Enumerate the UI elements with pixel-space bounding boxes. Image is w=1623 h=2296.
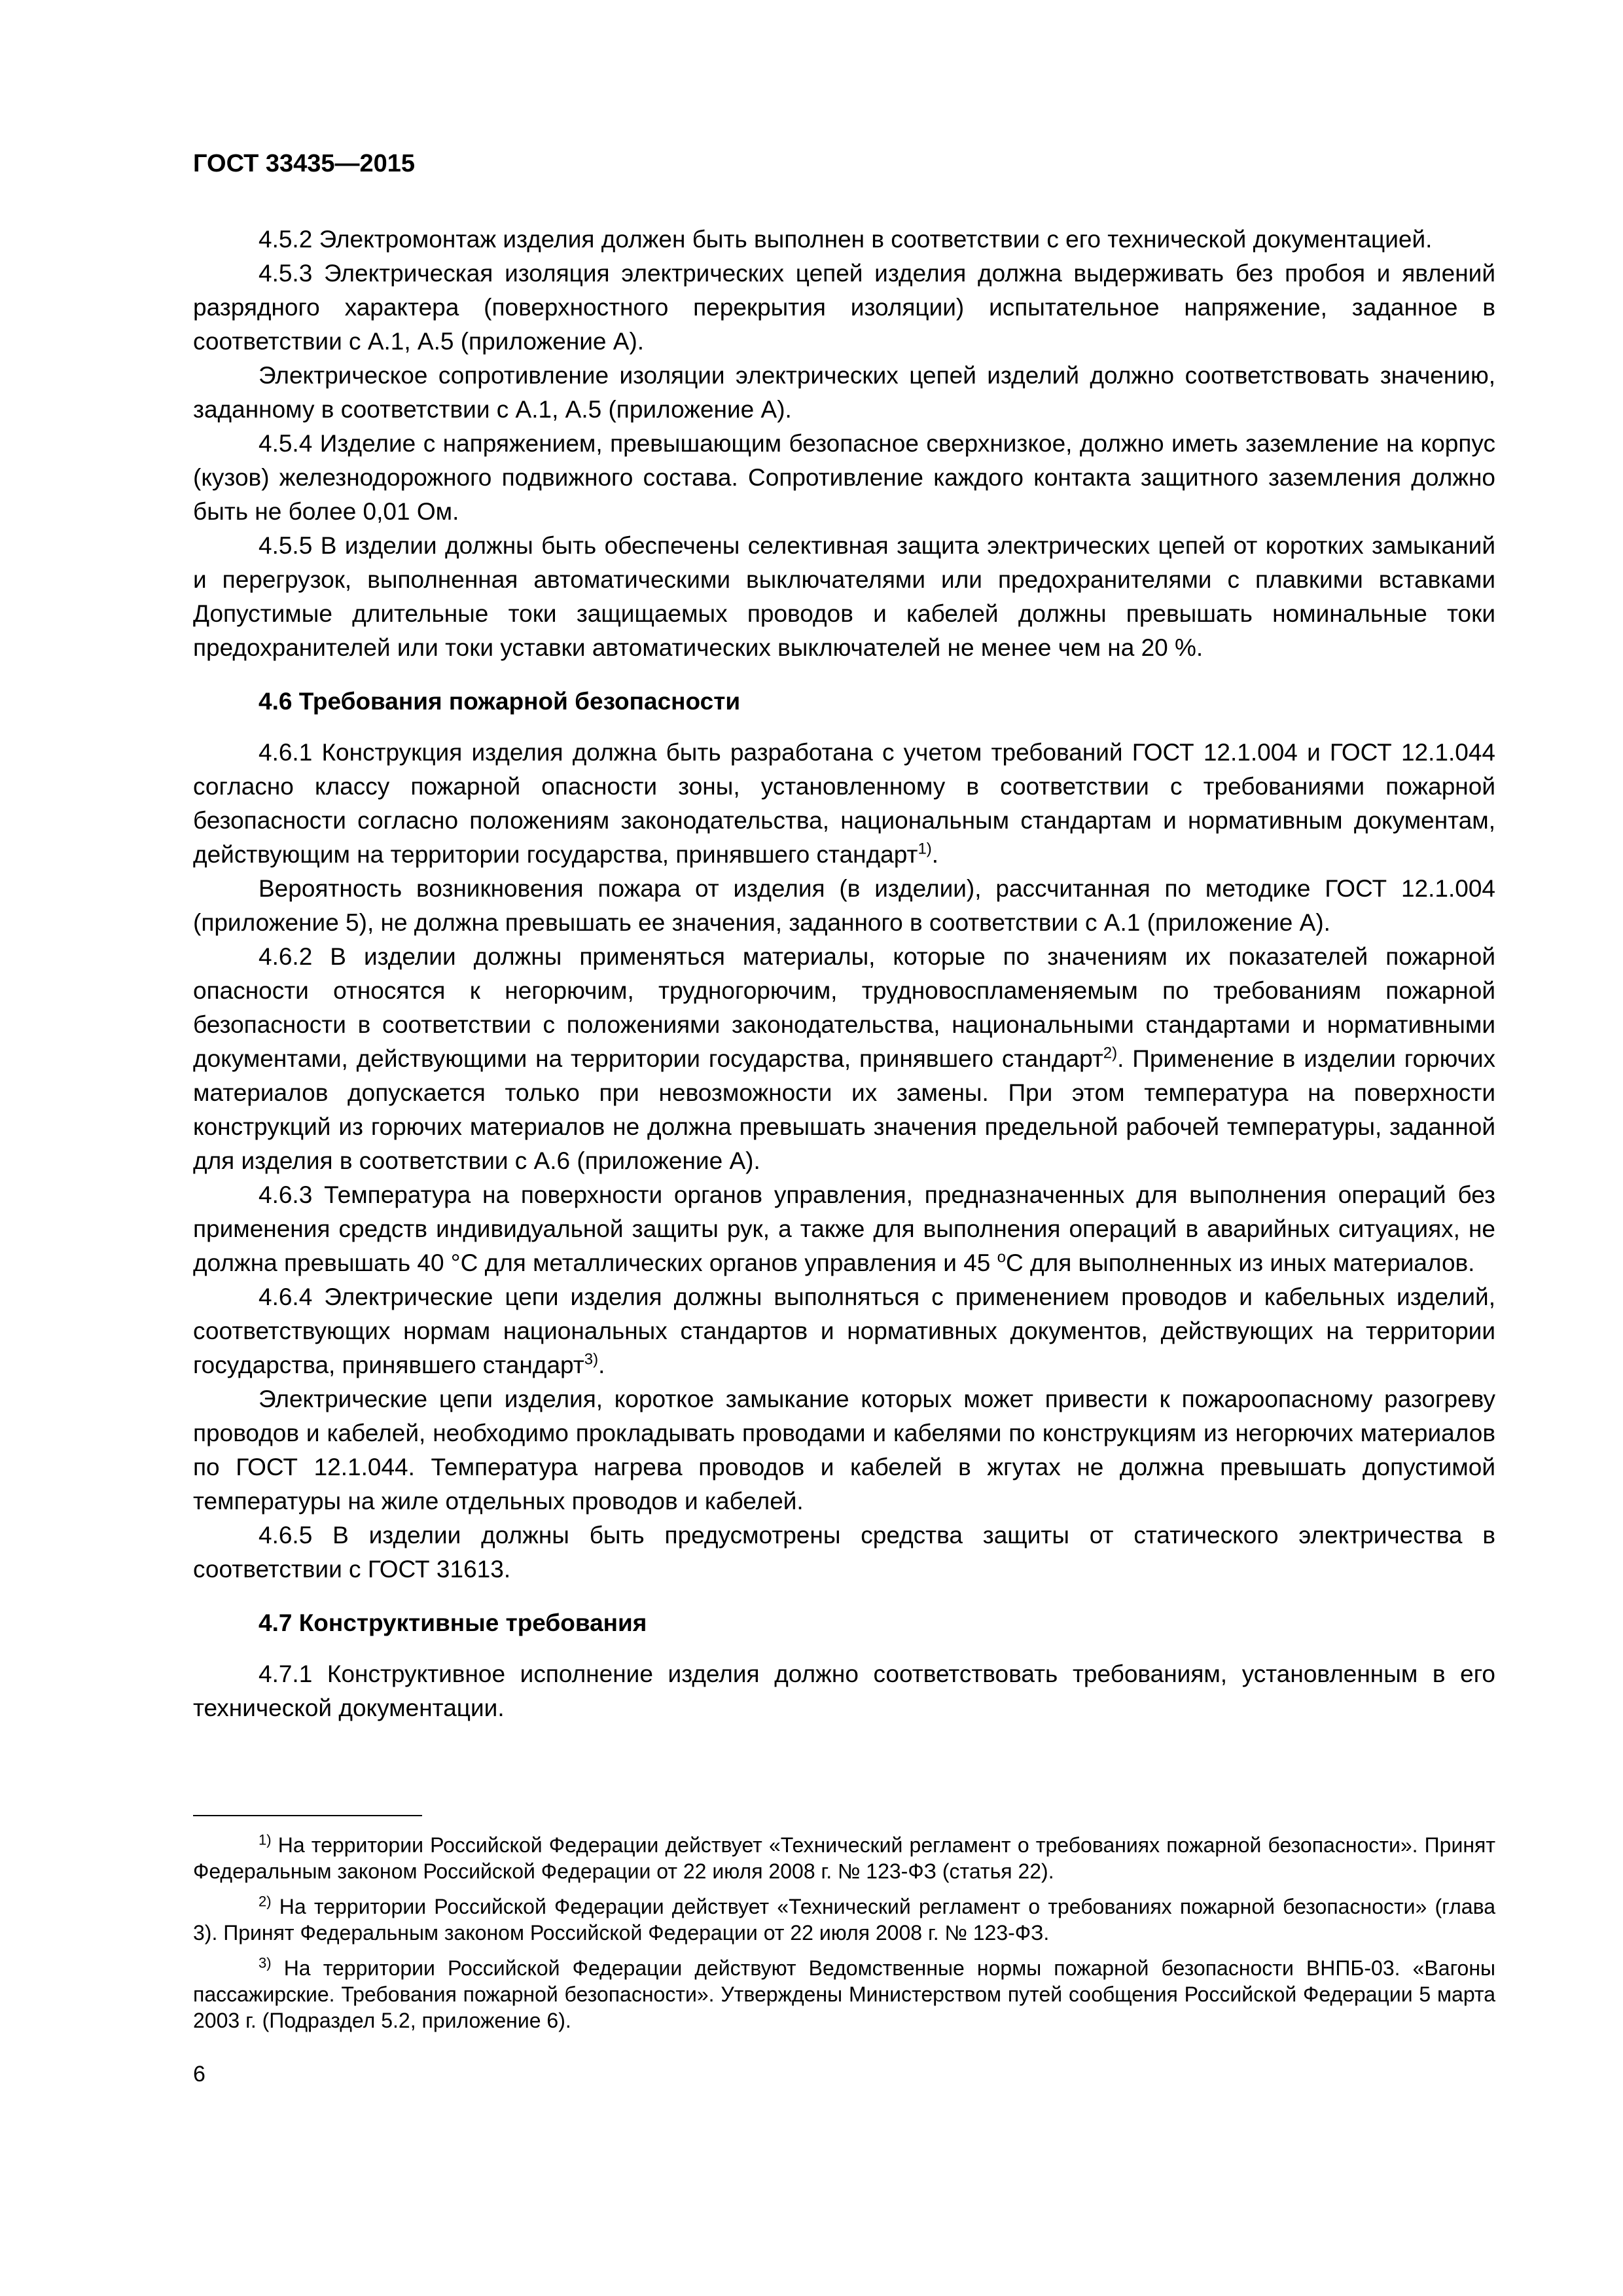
footnote-3 [193, 1955, 1495, 2034]
paragraph-4-6-2 [193, 940, 1495, 1178]
footnote-ref-2[interactable]: 2) [1103, 1044, 1118, 1062]
document-code-header: ГОСТ 33435—2015 [193, 150, 416, 177]
footnote-separator [193, 1815, 422, 1816]
footnotes-section [193, 1815, 1495, 2043]
document-body [193, 223, 1495, 1725]
paragraph-4-6-2-text-end: . Применение в изделии горючих материалов допускается только при невозможности их замены. При этом температура на поверхности конструкций из горючих материалов не должна превышать значения предельной рабочей температуры, заданной для изделия в соответствии с А.6 (приложение А). [193, 1045, 1495, 1174]
paragraph-4-6-4-circuits: Электрические цепи изделия, короткое замыкание которых может привести к пожароопасному разогреву проводов и кабелей, необходимо прокладывать проводами и кабелями по конструкциям из негорючих материалов по ГОСТ 12.1.044. Температура нагрева проводов и кабелей в жгутах не должна превышать допустимой температуры на жиле отдельных проводов и кабелей. [193, 1386, 1495, 1515]
footnote-marker: 3) [259, 1954, 272, 1971]
section-heading-4-6: 4.6 Требования пожарной безопасности [259, 688, 741, 715]
paragraph-4-6-1-probability: Вероятность возникновения пожара от изделия (в изделии), рассчитанная по методике ГОСТ 12.1.004 (приложение 5), не должна превышать ее значения, заданного в соответствии с А.1 (приложение А). [193, 875, 1495, 936]
section-heading-4-7: 4.7 Конструктивные требования [259, 1609, 647, 1636]
paragraph-4-6-3 [193, 1178, 1495, 1280]
paragraph-4-6-3-text-end: С для выполненных из иных материалов. [1006, 1249, 1475, 1276]
footnote-text: На территории Российской Федерации действует «Технический регламент о требованиях пожарной безопасности» (глава 3). Принят Федеральным законом Российской Федерации от 22 июля 2008 г. № 123-ФЗ. [193, 1895, 1496, 1945]
footnote-marker: 2) [259, 1893, 272, 1910]
footnote-marker: 1) [259, 1831, 272, 1848]
paragraph-4-6-1 [193, 736, 1495, 872]
footnote-text: На территории Российской Федерации действует «Технический регламент о требованиях пожарной безопасности». Принят Федеральным законом Российской Федерации от 22 июля 2008 г. № 123-ФЗ (статья 22). [193, 1833, 1496, 1883]
paragraph-4-5-4: 4.5.4 Изделие с напряжением, превышающим безопасное сверхнизкое, должно иметь заземление на корпус (кузов) железнодорожного подвижного состава. Сопротивление каждого контакта защитного заземления должно быть не более 0,01 Ом. [193, 430, 1495, 525]
paragraph-4-7-1: 4.7.1 Конструктивное исполнение изделия должно соответствовать требованиям, установленным в его технической документации. [193, 1660, 1495, 1721]
paragraph-4-6-1-text: 4.6.1 Конструкция изделия должна быть разработана с учетом требований ГОСТ 12.1.004 и ГОСТ 12.1.044 согласно классу пожарной опасности зоны, установленному в соответствии с требованиями пожарной безопасности согласно положениям законодательства, национальным стандартам и нормативным документам, действующим на территории государства, принявшего стандарт [193, 739, 1495, 868]
page-number: 6 [193, 2062, 205, 2087]
footnote-ref-1[interactable]: 1) [918, 840, 932, 858]
paragraph-4-6-1-period: . [931, 841, 939, 868]
paragraph-4-6-2-text-start: 4.6.2 В изделии должны применяться материалы, которые по значениям их показателей пожарной опасности относятся к негорючим, трудногорючим, трудновоспламеняемым по требованиям пожарной безопасности в соответствии с положениями законодательства, национальными стандартами и нормативными документами, действующими на территории государства, принявшего стандарт [193, 943, 1495, 1072]
paragraph-4-6-4-period: . [598, 1352, 605, 1378]
footnote-ref-3[interactable]: 3) [584, 1350, 599, 1369]
footnote-2 [193, 1893, 1495, 1946]
paragraph-4-6-4 [193, 1280, 1495, 1382]
footnote-1 [193, 1832, 1495, 1884]
paragraph-4-5-2: 4.5.2 Электромонтаж изделия должен быть выполнен в соответствии с его технической документацией. [259, 226, 1433, 253]
paragraph-4-5-3: 4.5.3 Электрическая изоляция электрических цепей изделия должна выдерживать без пробоя и явлений разрядного характера (поверхностного перекрытия изоляции) испытательное напряжение, заданное в соответствии с А.1, А.5 (приложение А). [193, 260, 1495, 355]
degree-symbol: о [997, 1248, 1007, 1266]
footnote-text: На территории Российской Федерации действуют Ведомственные нормы пожарной безопасности ВНПБ-03. «Вагоны пассажирские. Требования пожарной безопасности». Утверждены Министерством путей сообщения Российской Федерации 5 марта 2003 г. (Подраздел 5.2, приложение 6). [193, 1956, 1496, 2032]
paragraph-4-6-3-text-start: 4.6.3 Температура на поверхности органов управления, предназначенных для выполнения операций без применения средств индивидуальной защиты рук, а также для выполнения операций в аварийных ситуациях, не должна превышать 40 °С для металлических органов управления и 45 [193, 1181, 1495, 1276]
paragraph-4-6-5: 4.6.5 В изделии должны быть предусмотрены средства защиты от статического электричества в соответствии с ГОСТ 31613. [193, 1522, 1495, 1583]
paragraph-4-5-3-resistance: Электрическое сопротивление изоляции электрических цепей изделий должно соответствовать значению, заданному в соответствии с А.1, А.5 (приложение А). [193, 362, 1495, 423]
paragraph-4-6-4-text: 4.6.4 Электрические цепи изделия должны выполняться с применением проводов и кабельных изделий, соответствующих нормам национальных стандартов и нормативных документов, действующих на территории государства, принявшего стандарт [193, 1283, 1495, 1378]
paragraph-4-5-5: 4.5.5 В изделии должны быть обеспечены селективная защита электрических цепей от коротких замыканий и перегрузок, выполненная автоматическими выключателями или предохранителями с плавкими вставками Допустимые длительные токи защищаемых проводов и кабелей должны превышать номинальные токи предохранителей или токи уставки автоматических выключателей не менее чем на 20 %. [193, 532, 1495, 661]
